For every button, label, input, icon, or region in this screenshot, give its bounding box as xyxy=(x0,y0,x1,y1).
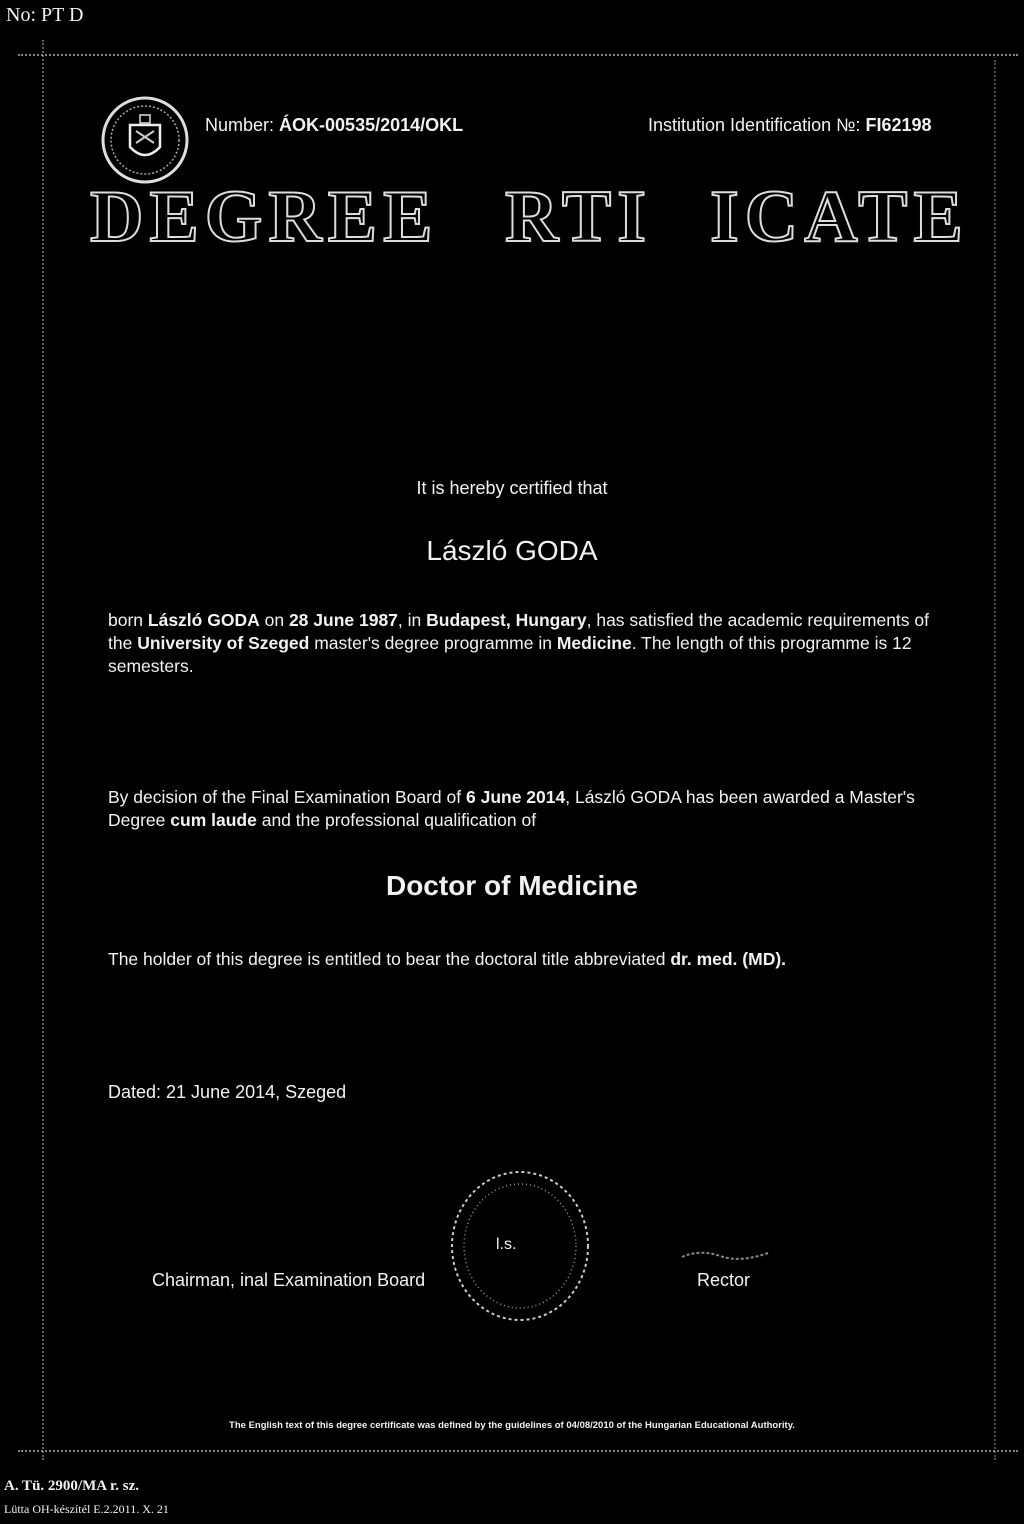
certification-intro: It is hereby certified that xyxy=(416,478,608,498)
institution-label: Institution Identification №: xyxy=(648,115,861,135)
decorative-border-right xyxy=(994,60,1018,1460)
chairman-signature-label: Chairman, inal Examination Board xyxy=(152,1270,426,1290)
signature-mark-icon xyxy=(680,1247,770,1263)
footnote: The English text of this degree certificate was defined by the guidelines of 04/08/2010 of the Hungarian Educational Authority. xyxy=(229,1420,795,1431)
decorative-border-top xyxy=(18,32,1018,56)
paragraph-award-decision: By decision of the Final Examination Board of 6 June 2014, László GODA has been awarded a Master's Degree cum laude and the professional qualification of xyxy=(108,787,915,830)
seal-label: l.s. xyxy=(496,1236,517,1253)
official-seal-icon xyxy=(445,1166,595,1326)
paragraph-title-entitlement: The holder of this degree is entitled to bear the doctoral title abbreviated dr. med. (MD). xyxy=(108,949,787,969)
number-value: ÁOK-00535/2014/OKL xyxy=(279,115,464,135)
holder-name: László GODA xyxy=(426,535,598,566)
title-word-1: DEGREE xyxy=(90,176,439,258)
title-word-2: RTI xyxy=(505,176,652,258)
print-reference: A. Tü. 2900/MA r. sz. xyxy=(4,1478,140,1494)
print-approval: Lütta OH-készítél E.2.2011. X. 21 xyxy=(4,1502,169,1516)
title-word-3: ICATE xyxy=(710,176,969,258)
university-crest-icon xyxy=(100,95,190,185)
number-label: Number: xyxy=(205,115,275,135)
certificate-number xyxy=(205,115,463,136)
institution-value: FI62198 xyxy=(865,115,932,135)
certificate-title xyxy=(90,175,969,258)
institution-id xyxy=(648,115,932,136)
qualification-title: Doctor of Medicine xyxy=(385,870,638,901)
date-place: Dated: 21 June 2014, Szeged xyxy=(108,1082,347,1102)
document-number: No: PT D xyxy=(6,4,84,26)
rector-signature-label: Rector xyxy=(697,1270,751,1290)
paragraph-academic-requirements: born László GODA on 28 June 1987, in Budapest, Hungary, has satisfied the academic requirements of the University of Szeged master's degree programme in Medicine. The length of this programme is 12 semesters. xyxy=(108,610,930,676)
decorative-border-bottom xyxy=(18,1450,1018,1474)
decorative-border-left xyxy=(8,40,44,1460)
